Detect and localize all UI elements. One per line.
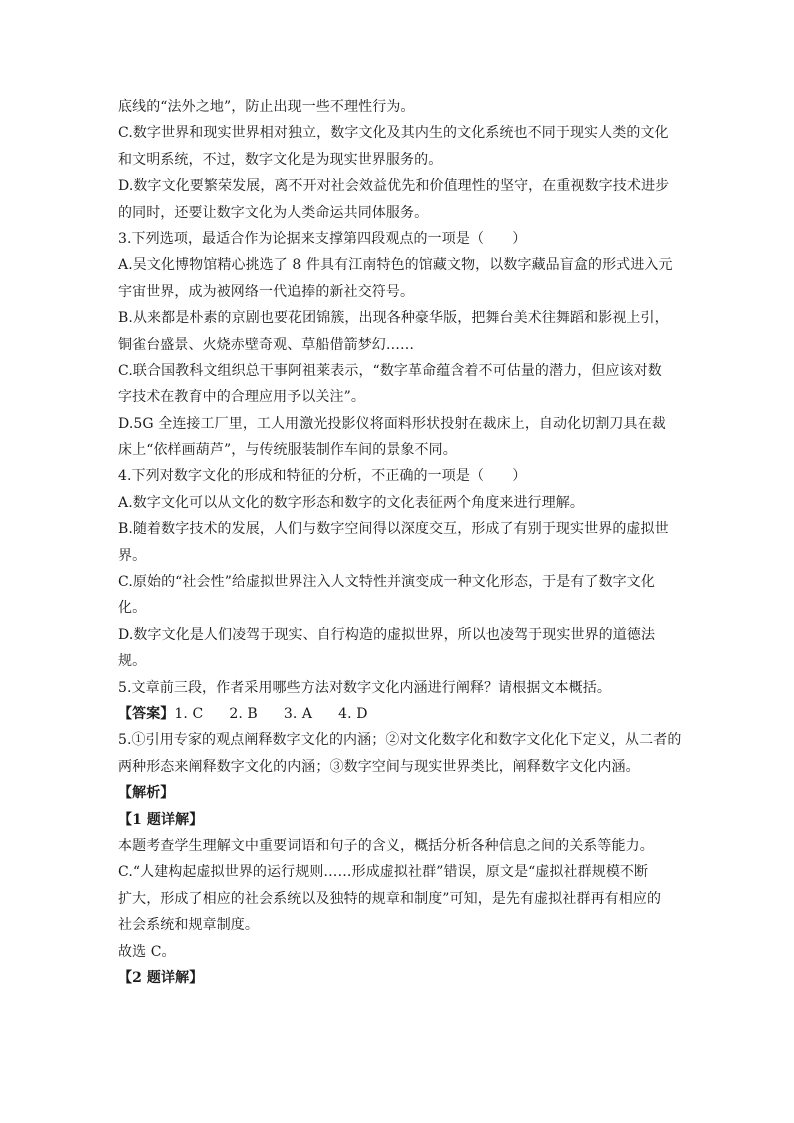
answer-item: 4. D <box>338 705 368 722</box>
option-c-line: C.数字世界和现实世界相对独立，数字文化及其内生的文化系统也不同于现实人类的文化 <box>118 125 669 142</box>
answer-item: 1. C <box>174 705 204 722</box>
analysis-line: 扩大，形成了相应的社会系统以及独特的规章和制度”可知，是先有虚拟社群再有相应的 <box>118 890 662 907</box>
answer-item: 2. B <box>229 705 258 722</box>
text-line: 化。 <box>118 600 147 617</box>
text-line: 字技术在教育中的合理应用予以关注”。 <box>118 389 365 406</box>
text-line: 宇宙世界，成为被网络一代追捧的新社交符号。 <box>118 283 415 300</box>
text-line: 底线的“法外之地”，防止出现一些不理性行为。 <box>118 99 415 115</box>
document-page <box>118 94 698 991</box>
answer-line <box>118 701 698 727</box>
option-a-line: A.数字文化可以从文化的数字形态和数字的文化表征两个角度来进行理解。 <box>118 494 584 511</box>
text-line: 铜雀台盛景、火烧赤壁奇观、草船借箭梦幻…… <box>118 336 415 353</box>
analysis-line: C.“人建构起虚拟世界的运行规则……形成虚拟社群”错误，原文是“虚拟社群规模不断 <box>118 864 649 881</box>
answer-5-line: 两种形态来阐释数字文化的内涵；③数字空间与现实世界类比，阐释数字文化内涵。 <box>118 758 640 775</box>
option-c-line: C.联合国教科文组织总干事阿祖莱表示，“数字革命蕴含着不可估量的潜力，但应该对数 <box>118 362 662 379</box>
text-line: 床上“依样画葫芦”，与传统服装制作车间的景象不同。 <box>118 442 457 459</box>
option-d-line: D.数字文化是人们凌驾于现实、自行构造的虚拟世界，所以也凌驾于现实世界的道德法 <box>118 626 656 643</box>
question-5: 5.文章前三段，作者采用哪些方法对数字文化内涵进行阐释？请根据文本概括。 <box>118 679 611 696</box>
text-line: 和文明系统，不过，数字文化是为现实世界服务的。 <box>118 151 443 168</box>
q1-detail-tag: 【1 题详解】 <box>118 811 204 828</box>
option-d-line: D.数字文化要繁荣发展，离不开对社会效益优先和价值理性的坚守，在重视数字技术进步 <box>118 178 670 195</box>
analysis-tag: 【解析】 <box>118 785 175 802</box>
option-c-line: C.原始的“社会性”给虚拟世界注入人文特性并演变成一种文化形态，于是有了数字文化 <box>118 574 655 591</box>
analysis-line: 社会系统和规章制度。 <box>118 917 259 934</box>
text-line: 规。 <box>118 653 147 670</box>
q2-detail-tag: 【2 题详解】 <box>118 969 204 986</box>
text-line: 界。 <box>118 547 147 564</box>
answer-5-line: 5.①引用专家的观点阐释数字文化的内涵；②对文化数字化和数字文化化下定义，从二者的 <box>118 732 682 749</box>
option-b-line: B.从来都是朴素的京剧也要花团锦簇，出现各种豪华版，把舞台美术往舞蹈和影视上引， <box>118 310 669 327</box>
question-4: 4.下列对数字文化的形成和特征的分析，不正确的一项是（ ） <box>118 468 527 485</box>
analysis-line: 本题考查学生理解文中重要词语和句子的含义，概括分析各种信息之间的关系等能力。 <box>118 837 654 854</box>
option-d-line: D.5G 全连接工厂里，工人用激光投影仪将面料形状投射在裁床上，自动化切割刀具在裁 <box>118 415 666 432</box>
text-line: 的同时，还要让数字文化为人类命运共同体服务。 <box>118 204 429 221</box>
answer-item: 3. A <box>283 705 313 722</box>
question-3: 3.下列选项，最适合作为论据来支撑第四段观点的一项是（ ） <box>118 230 527 247</box>
analysis-line: 故选 C。 <box>118 943 176 960</box>
answer-tag: 【答案】 <box>118 705 175 722</box>
option-a-line: A.吴文化博物馆精心挑选了 8 件具有江南特色的馆藏文物，以数字藏品盲盒的形式进入元 <box>118 257 673 274</box>
option-b-line: B.随着数字技术的发展，人们与数字空间得以深度交互，形成了有别于现实世界的虚拟世 <box>118 521 669 538</box>
